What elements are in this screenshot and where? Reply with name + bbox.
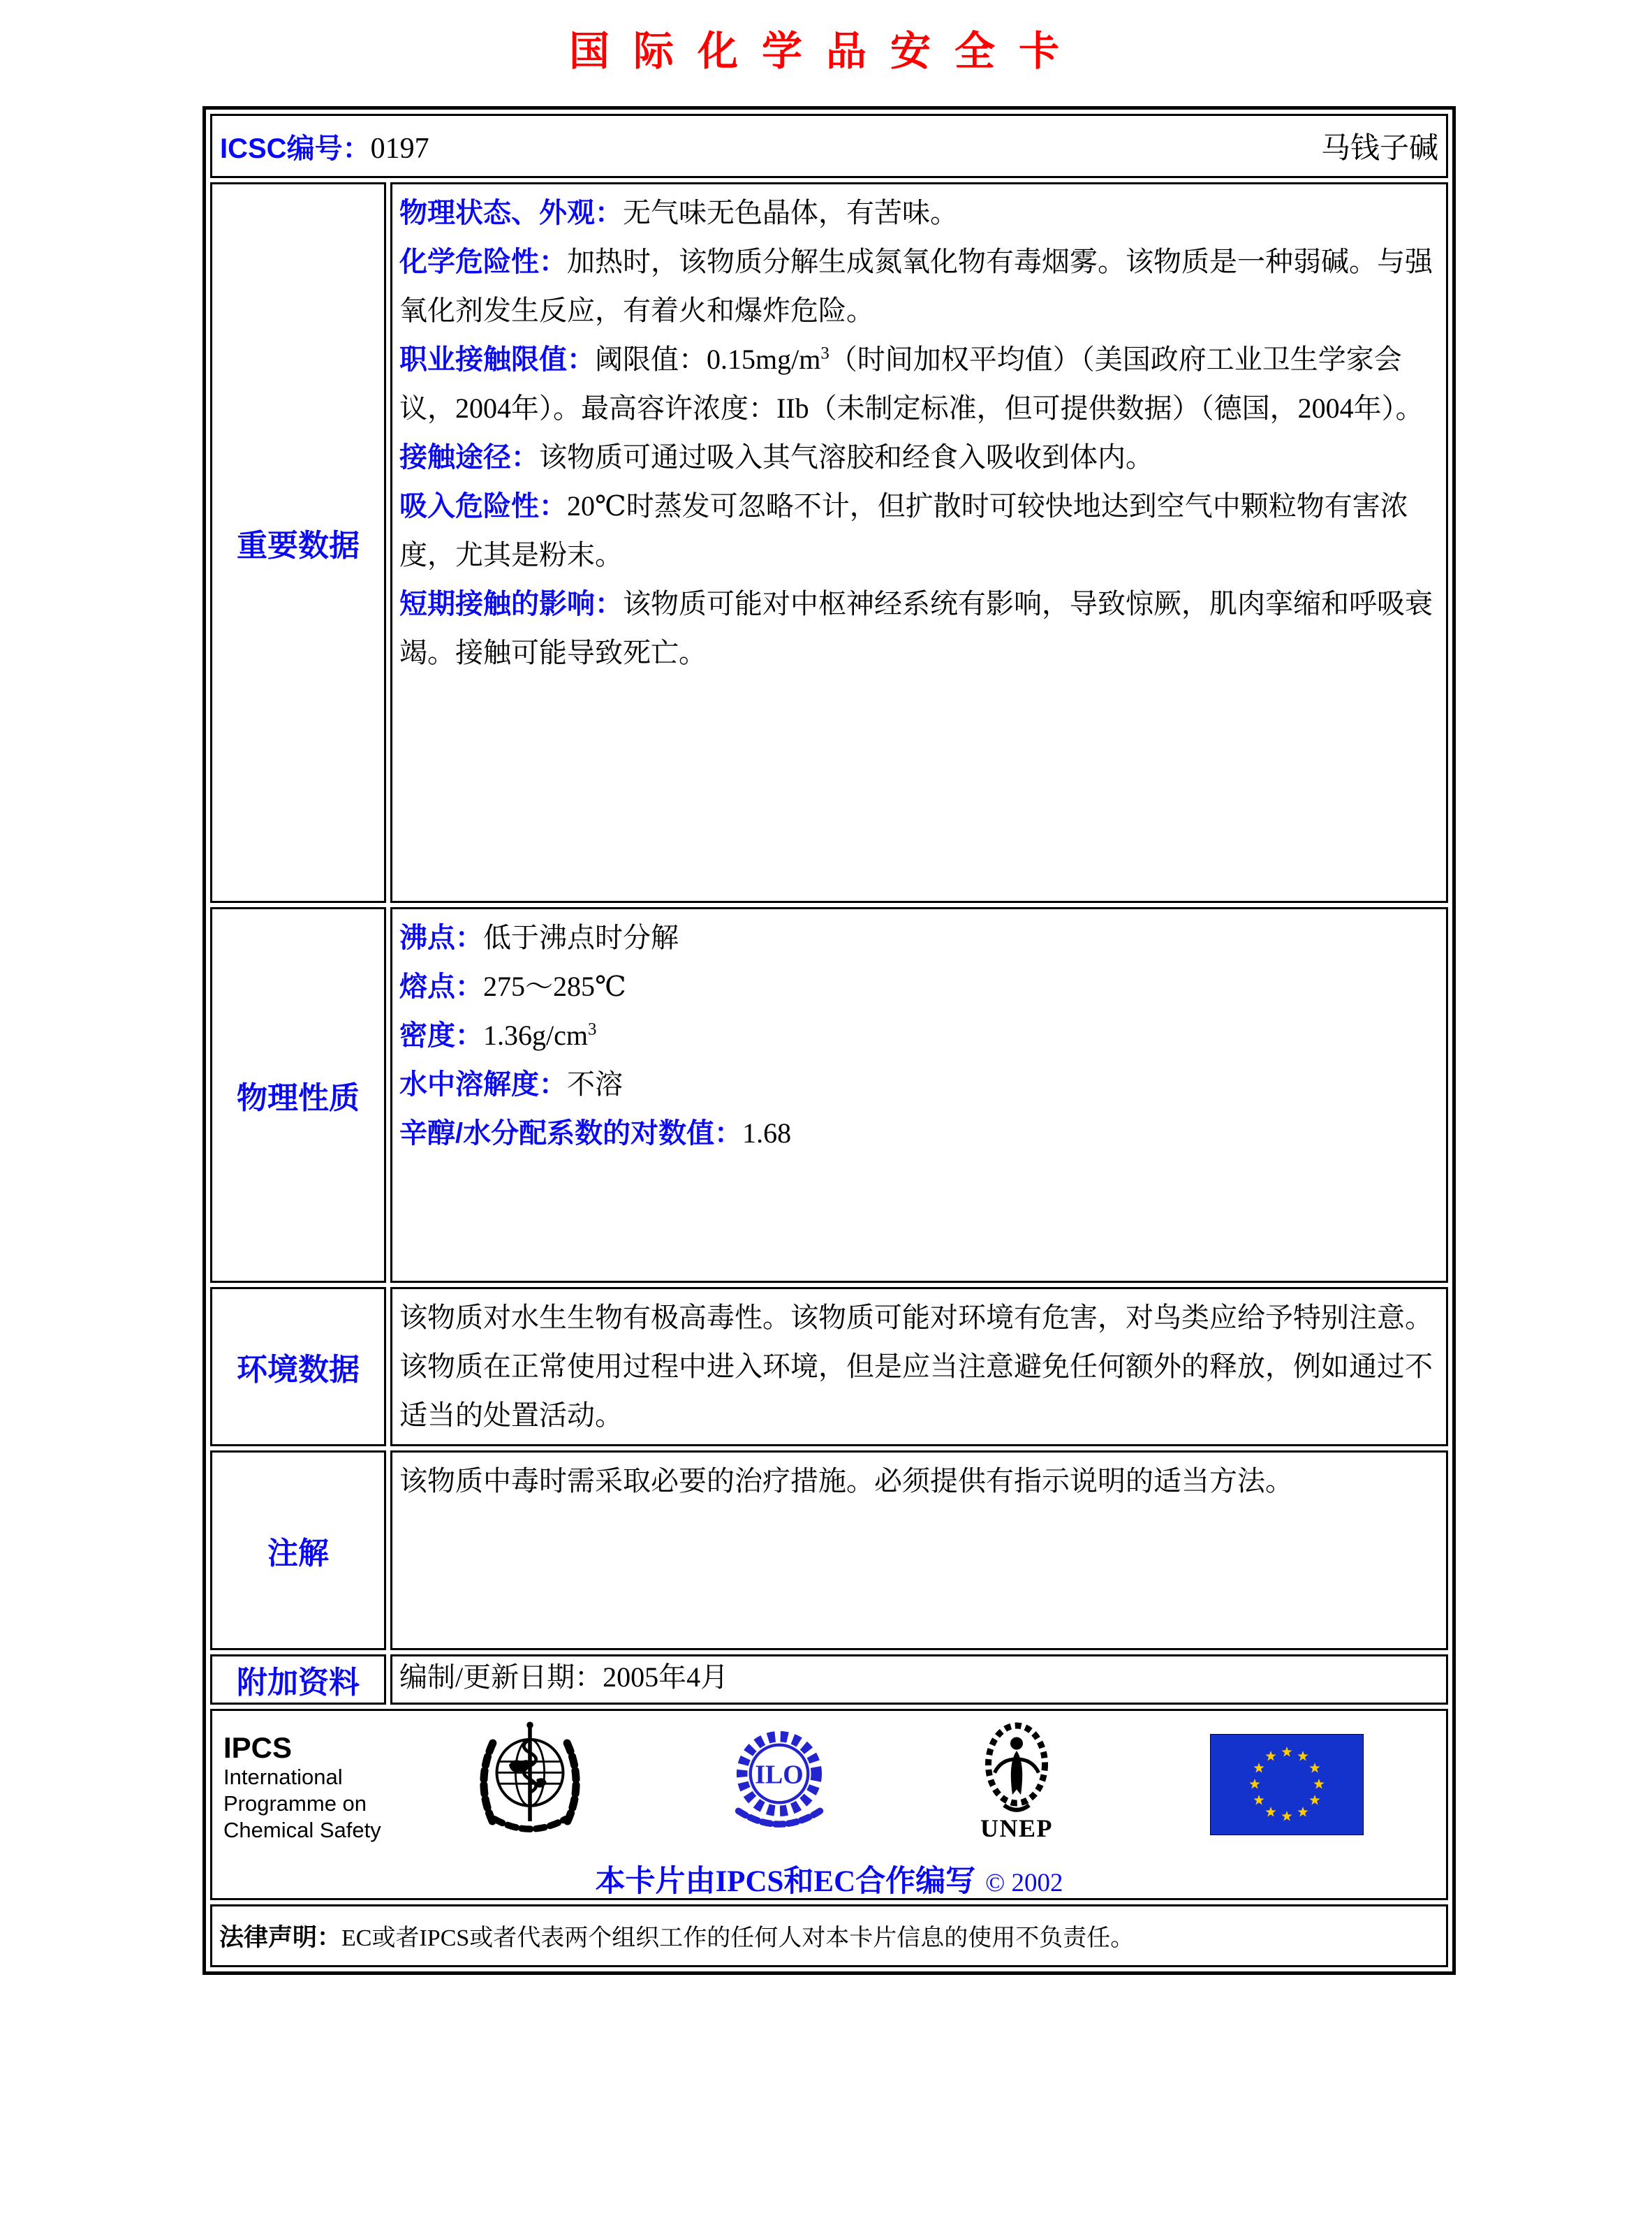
svg-text:ILO: ILO [755,1760,804,1790]
credit-line [212,1858,1446,1900]
icsc-card-table [202,106,1456,1975]
legal-text: EC或者IPCS或者代表两个组织工作的任何人对本卡片信息的使用不负责任。 [341,1925,1135,1951]
field-label: 密度： [399,1020,483,1051]
field-paragraph [399,1293,1438,1440]
legal-row [210,1904,1448,1967]
section-content-important-data [390,182,1448,903]
field-paragraph [399,433,1438,482]
credit-text: 本卡片由IPCS和EC合作编写 [595,1865,976,1898]
field-label: 短期接触的影响： [399,589,623,619]
section-content-environmental-data [390,1287,1448,1446]
chemical-name: 马钱子碱 [1320,133,1438,165]
field-text: 加热时，该物质分解生成氮氧化物有毒烟雾。该物质是一种弱碱。与强氧化剂发生反应，有着火和爆炸危险。 [399,246,1433,326]
field-paragraph [399,482,1438,580]
section-content-physical-properties [390,907,1448,1283]
field-text: 编制/更新日期：2005年4月 [399,1661,729,1693]
section-row-environmental-data [210,1287,1448,1446]
field-text: 1.36g/cm [483,1020,588,1051]
section-label-notes: 注解 [210,1450,386,1650]
logos-cell [210,1709,1448,1900]
section-label-environmental-data: 环境数据 [210,1287,386,1446]
svg-text:UNEP: UNEP [980,1814,1053,1842]
unep-logo-icon [964,1715,1069,1849]
ipcs-line-1: International [223,1765,343,1789]
legal-cell [210,1904,1448,1967]
section-row-notes [210,1450,1448,1650]
eu-flag-icon [1210,1734,1364,1835]
legal-label: 法律声明： [219,1924,342,1951]
field-label: 熔点： [399,971,483,1002]
field-text: 该物质可能对中枢神经系统有影响，导致惊厥，肌肉挛缩和呼吸衰竭。接触可能导致死亡。 [399,588,1433,668]
page-title: 国际化学品安全卡 [568,29,1083,74]
field-paragraph [399,1109,1438,1158]
ipcs-text-block [223,1732,381,1844]
icsc-number-group [220,126,429,166]
card-header-row [210,114,1448,178]
section-label-additional-info: 附加资料 [210,1654,386,1705]
field-text: 阈限值：0.15mg/m [595,344,821,375]
ilo-logo-icon [719,1722,839,1842]
field-label: 沸点： [399,923,483,953]
ipcs-title: IPCS [223,1731,293,1764]
field-text: 3 [587,1020,597,1039]
ipcs-line-2: Programme on [223,1791,367,1816]
field-text: 275～285℃ [483,971,626,1002]
section-row-additional-info [210,1654,1448,1705]
field-text: 1.68 [742,1117,792,1149]
card-header-cell [210,114,1448,178]
field-label: 化学危险性： [399,247,567,277]
field-paragraph [399,580,1438,677]
section-row-physical-properties [210,907,1448,1283]
field-label: 水中溶解度： [399,1069,567,1100]
icsc-number-value: 0197 [370,132,429,165]
who-logo-icon [464,1715,596,1848]
copyright-year: © 2002 [985,1869,1063,1897]
field-paragraph [399,913,1438,962]
section-row-important-data [210,182,1448,903]
icsc-number-label: ICSC编号： [220,133,371,164]
field-paragraph [399,335,1438,433]
field-paragraph [399,1060,1438,1109]
logos-row [210,1709,1448,1900]
field-paragraph [399,1457,1438,1506]
field-text: 无气味无色晶体，有苦味。 [623,197,958,228]
field-text: 低于沸点时分解 [483,922,679,953]
field-label: 接触途径： [399,442,539,473]
field-paragraph [399,962,1438,1011]
field-paragraph [399,1011,1438,1060]
field-paragraph [399,1658,1438,1697]
section-content-additional-info [390,1654,1448,1705]
field-text: （时间加权平均值）（美国政府工业卫生学家会议，2004年）。最高容许浓度：IIb（未制定标准，但可提供数据）（德国，2004年）。 [399,344,1424,424]
section-label-important-data: 重要数据 [210,182,386,903]
field-paragraph [399,237,1438,335]
field-label: 吸入危险性： [399,491,567,522]
ipcs-line-3: Chemical Safety [223,1818,381,1842]
section-content-notes [390,1450,1448,1650]
field-label: 辛醇/水分配系数的对数值： [399,1118,743,1149]
field-label: 职业接触限值： [399,344,595,375]
field-text: 20℃时蒸发可忽略不计，但扩散时可较快地达到空气中颗粒物有害浓度，尤其是粉末。 [399,490,1408,571]
field-text: 该物质可通过吸入其气溶胶和经食入吸收到体内。 [539,441,1153,473]
icsc-card [202,106,1456,1975]
field-text: 该物质中毒时需采取必要的治疗措施。必须提供有指示说明的适当方法。 [399,1465,1293,1497]
field-paragraph [399,189,1438,237]
field-text: 3 [820,344,829,363]
field-text: 该物质对水生生物有极高毒性。该物质可能对环境有危害，对鸟类应给予特别注意。该物质在正常使用过程中进入环境，但是应当注意避免任何额外的释放，例如通过不适当的处置活动。 [399,1302,1433,1431]
field-label: 物理状态、外观： [399,198,623,228]
field-text: 不溶 [567,1068,623,1100]
section-label-physical-properties: 物理性质 [210,907,386,1283]
